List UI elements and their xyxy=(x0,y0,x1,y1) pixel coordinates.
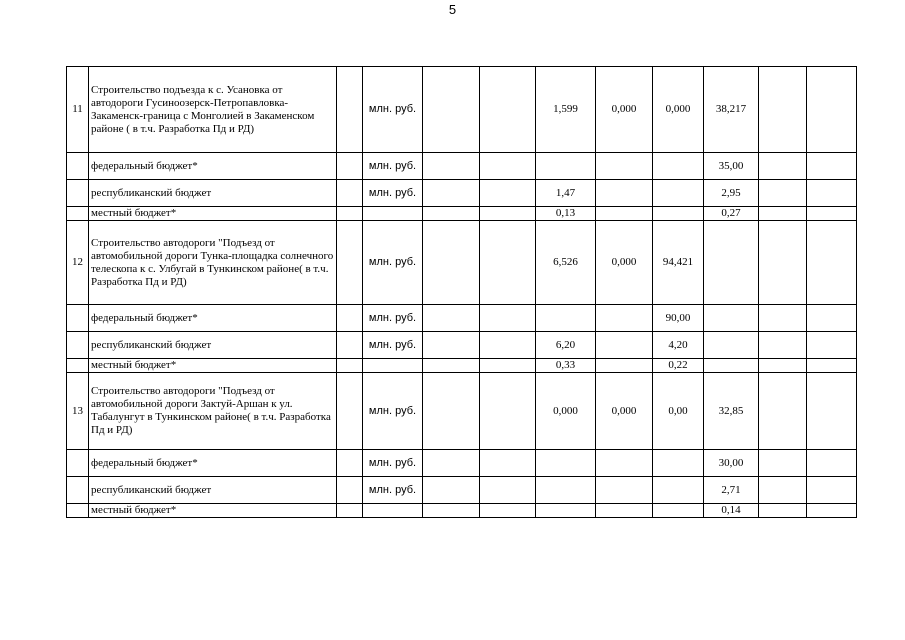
project-name: Строительство подъезда к с. Усановка от автодороги Гусиноозерск-Петропавловка-Закаменск-граница с Монголией в Закаменском районе ( в т.ч. Разработка Пд и РД) xyxy=(89,67,337,153)
value-cell xyxy=(596,450,653,477)
table-row-republic xyxy=(67,477,857,504)
table-row-republic xyxy=(67,332,857,359)
unit-cell: млн. руб. xyxy=(363,373,423,450)
value-cell xyxy=(536,504,596,518)
table-row-local xyxy=(67,504,857,518)
value-cell: 0,000 xyxy=(596,221,653,305)
value-cell: 90,00 xyxy=(653,305,704,332)
value-cell xyxy=(704,221,759,305)
value-cell xyxy=(536,477,596,504)
value-cell: 32,85 xyxy=(704,373,759,450)
unit-cell: млн. руб. xyxy=(363,450,423,477)
value-cell: 0,00 xyxy=(653,373,704,450)
value-cell: 0,000 xyxy=(596,373,653,450)
budget-table xyxy=(66,66,857,518)
value-cell: 1,599 xyxy=(536,67,596,153)
unit-cell: млн. руб. xyxy=(363,67,423,153)
value-cell xyxy=(704,332,759,359)
source-label: местный бюджет* xyxy=(89,504,337,518)
value-cell xyxy=(596,477,653,504)
source-label: республиканский бюджет xyxy=(89,332,337,359)
value-cell: 35,00 xyxy=(704,153,759,180)
value-cell xyxy=(596,180,653,207)
table-row-project xyxy=(67,221,857,305)
unit-cell: млн. руб. xyxy=(363,153,423,180)
value-cell: 4,20 xyxy=(653,332,704,359)
value-cell: 0,27 xyxy=(704,207,759,221)
table-row-republic xyxy=(67,180,857,207)
value-cell: 0,33 xyxy=(536,359,596,373)
value-cell xyxy=(596,359,653,373)
unit-cell: млн. руб. xyxy=(363,305,423,332)
value-cell: 6,526 xyxy=(536,221,596,305)
value-cell xyxy=(596,504,653,518)
unit-cell: млн. руб. xyxy=(363,180,423,207)
value-cell xyxy=(536,305,596,332)
value-cell: 0,14 xyxy=(704,504,759,518)
unit-cell: млн. руб. xyxy=(363,221,423,305)
source-label: республиканский бюджет xyxy=(89,180,337,207)
value-cell xyxy=(596,207,653,221)
value-cell xyxy=(596,153,653,180)
value-cell xyxy=(653,207,704,221)
value-cell: 1,47 xyxy=(536,180,596,207)
value-cell xyxy=(536,450,596,477)
value-cell xyxy=(653,153,704,180)
table-row-project xyxy=(67,67,857,153)
value-cell: 2,95 xyxy=(704,180,759,207)
value-cell: 30,00 xyxy=(704,450,759,477)
value-cell xyxy=(704,359,759,373)
page-number: 5 xyxy=(448,2,457,17)
table-row-local xyxy=(67,359,857,373)
table-row-federal xyxy=(67,153,857,180)
value-cell xyxy=(653,504,704,518)
value-cell: 0,000 xyxy=(536,373,596,450)
table-row-federal xyxy=(67,305,857,332)
value-cell xyxy=(653,477,704,504)
source-label: федеральный бюджет* xyxy=(89,305,337,332)
value-cell: 6,20 xyxy=(536,332,596,359)
row-number: 13 xyxy=(67,373,89,450)
source-label: местный бюджет* xyxy=(89,359,337,373)
value-cell xyxy=(536,153,596,180)
unit-cell: млн. руб. xyxy=(363,477,423,504)
source-label: республиканский бюджет xyxy=(89,477,337,504)
value-cell: 94,421 xyxy=(653,221,704,305)
source-label: местный бюджет* xyxy=(89,207,337,221)
value-cell: 0,13 xyxy=(536,207,596,221)
table-row-project xyxy=(67,373,857,450)
table-row-federal xyxy=(67,450,857,477)
source-label: федеральный бюджет* xyxy=(89,450,337,477)
value-cell xyxy=(596,332,653,359)
value-cell: 0,22 xyxy=(653,359,704,373)
project-name: Строительство автодороги "Подъезд от автомобильной дороги Тунка-площадка солнечного телескопа к с. Улбугай в Тункинском районе( в т.ч. Разработка Пд и РД) xyxy=(89,221,337,305)
unit-cell: млн. руб. xyxy=(363,332,423,359)
row-number: 12 xyxy=(67,221,89,305)
value-cell xyxy=(596,305,653,332)
value-cell: 0,000 xyxy=(596,67,653,153)
project-name: Строительство автодороги "Подъезд от автомобильной дороги Зактуй-Аршан к ул. Табалунгут в Тункинском районе( в т.ч. Разработка Пд и РД) xyxy=(89,373,337,450)
value-cell: 38,217 xyxy=(704,67,759,153)
row-number: 11 xyxy=(67,67,89,153)
value-cell: 0,000 xyxy=(653,67,704,153)
value-cell xyxy=(704,305,759,332)
value-cell xyxy=(653,450,704,477)
value-cell xyxy=(653,180,704,207)
table-row-local xyxy=(67,207,857,221)
value-cell: 2,71 xyxy=(704,477,759,504)
source-label: федеральный бюджет* xyxy=(89,153,337,180)
